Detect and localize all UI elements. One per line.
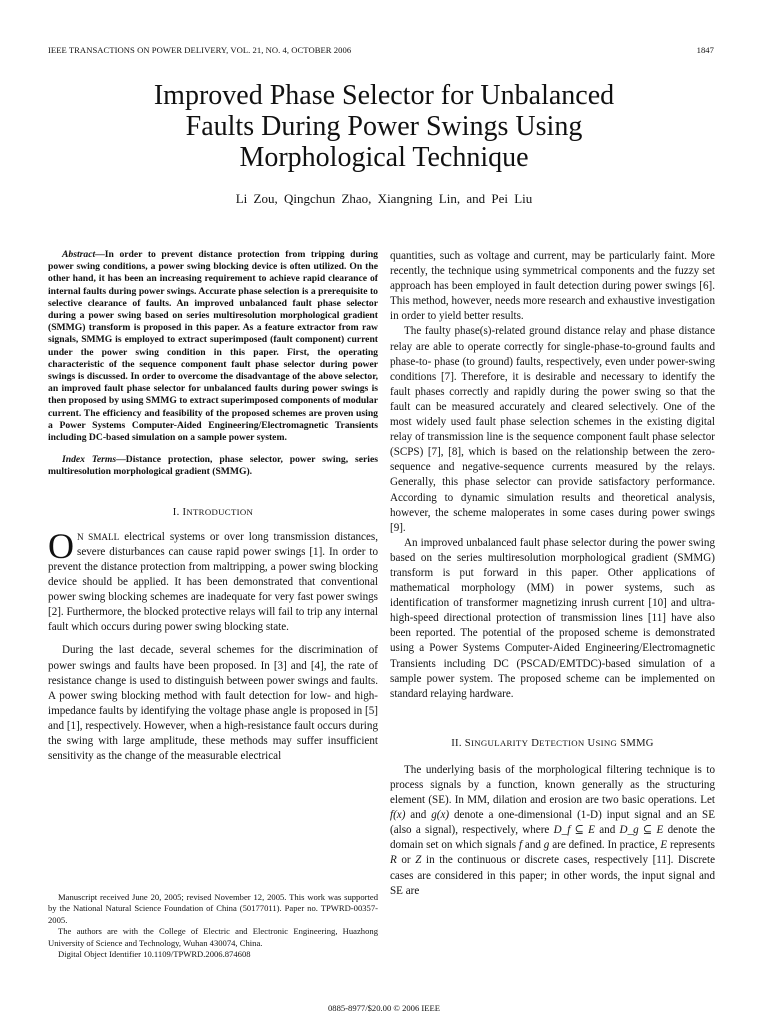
section2-paragraph-1: The underlying basis of the morphological filtering technique is to process signals by a function, known generally as the structuring element (SE). In MM, dilation and erosion are two basic operations. Let f(x) and g(x) denote a one-dimensional (1-D) input signal and an SE (also a signal), respectively, where D_f ⊆ E and D_g ⊆ E denote the domain set on which signals f and g are defined. In practice, E represents R or Z in the continuous or discrete cases, respectively [11]. Discrete cases are considered in this paper; in other words, the input signal and SE are — [390, 763, 715, 897]
math-df: D_f ⊆ E — [553, 824, 595, 837]
copyright-footer: 0885-8977/$20.00 © 2006 IEEE — [327, 1003, 441, 1013]
abstract-label: Abstract — [62, 249, 96, 260]
math-gx: g(x) — [431, 809, 450, 822]
right-paragraph-1: quantities, such as voltage and current, may be particularly faint. More recently, the technique using symmetrical components and the fuzzy set approach has been employed in fault detection during power swings [6]. This method, however, needs more research and exhaustive investigation in order to yield better results. — [390, 250, 715, 323]
right-paragraph-2: The faulty phase(s)-related ground distance relay and phase distance relay are able to operate correctly for single-phase-to-ground faults and phase-to- phase (to ground) faults, respectively, even under power-swing conditions [7]. Therefore, it is desirable and necessary to identify the fault phases correctly and rapidly during the power swing so that the fault can be measured accurately and cleared selectively. One of the most widely used fault phase selection schemes in the existing digital relay of transmission line is the sequence component fault phase selector (SCPS) [7], [8], which is based on the relationship between the zero-sequence and negative-sequence currents measured by the relays. Generally, this phase selector can provide satisfactory performance. According to dynamic simulation results and theoretical analysis, however, the scheme maloperates in some cases during power swings [9]. — [390, 325, 715, 534]
drop-cap: O — [48, 525, 74, 566]
title-line-1: Improved Phase Selector for Unbalanced — [153, 80, 615, 111]
abstract-text: —In order to prevent distance protection from tripping during power swing conditions, a power swing blocking device is often utilized. On the other hand, it has been an increasing requirement to achieve rapid clearance of internal faults during power swings. Accurate phase selection is a prerequisite to selective clearance of faults. An improved unbalanced fault phase selector during a power swing based on series multiresolution morphological gradient (SMMG) transform is proposed in this paper. As a feature extractor from raw signals, SMMG is employed to extract superimposed (fault component) current under the power swing condition in this paper. First, the operating characteristic of the sequence component fault phase selector during power swings is discussed. In order to overcome the disadvantage of the above selector, an improved fault phase selector for unbalanced faults during power swings is then proposed by using SMMG to extract superimposed components of modular current. The efficiency and feasibility of the proposed schemes are proven using a Power Systems Computer-Aided Engineering/Electromagnetic Transients including DC-based simulation on a sample power system. — [48, 249, 378, 444]
math-fx: f(x) — [390, 809, 406, 822]
index-terms-text: —Distance protection, phase selector, power swing, series multiresolution morphological gradient (SMMG). — [48, 454, 378, 478]
journal-name: IEEE TRANSACTIONS ON POWER DELIVERY, VOL. 21, NO. 4, OCTOBER 2006 — [48, 45, 352, 55]
footnote-affiliation: The authors are with the College of Electric and Electronic Engineering, Huazhong University of Science and Technology, Wuhan 430074, China. — [48, 926, 378, 948]
left-column — [48, 249, 378, 764]
right-column — [390, 249, 715, 899]
abstract — [48, 249, 378, 444]
right-paragraph-3: An improved unbalanced fault phase selector during the power swing based on the series multiresolution morphological gradient (SMMG) transform is put forward in this paper. Other applications of mathematical morphology (MM) in power systems, such as identification of transformer magnetizing inrush current [10] and ultra-high-speed directional protection of transmission lines [11] have also been reported. The potential of the proposed scheme is demonstrated using a Power Systems Computer-Aided Engineering/Electromagnetic Transients including DC (PSCAD/EMTDC)-based simulation of a sample power system. The proposed scheme can be implemented on standard relaying hardware. — [390, 536, 715, 700]
footnote — [48, 892, 378, 960]
page-number: 1847 — [696, 45, 714, 55]
author-list: Li Zou, Qingchun Zhao, Xiangning Lin, and Pei Liu — [235, 191, 533, 206]
title-line-3: Morphological Technique — [239, 142, 529, 173]
intro-paragraph-2: During the last decade, several schemes for the discrimination of power swings and faults have been proposed. In [3] and [4], the rate of resistance change is used to distinguish between power swings and faults. A power swing blocking method with fault detection for low- and high-impedance faults by identifying the voltage phase angle is proposed in [5] and [1], respectively. However, when a high-resistance fault occurs during the swing with large amplitude, these methods may suffer insufficient sensitivity as the change of the measurable electrical — [48, 644, 378, 763]
math-dg: D_g ⊆ E — [619, 824, 664, 837]
intro-paragraph-1: O N SMALL electrical systems or over long transmission distances, severe disturbances can cause rapid power swings [1]. In order to prevent the distance protection from maltripping, a power swing blocking device should be applied. It has been demonstrated that conventional power swing blocking schemes are inadequate for very fast power swings [2]. Furthermore, the blocked protective relays will fail to trip any internal fault which occurs during power swing blocking state. — [48, 525, 378, 634]
section-heading-singularity: II. SINGULARITY DETECTION USING SMMG — [451, 737, 654, 749]
footnote-manuscript: Manuscript received June 20, 2005; revised November 12, 2005. This work was supported by the National Natural Science Foundation of China (50177011). Paper no. TPWRD-00357-2005. — [48, 892, 378, 925]
paper-title — [40, 80, 728, 173]
run-in-caps: N SMALL — [77, 531, 120, 542]
section-heading-introduction: I. INTRODUCTION — [172, 506, 254, 518]
footnote-doi: Digital Object Identifier 10.1109/TPWRD.2006.874608 — [58, 949, 251, 960]
running-header — [48, 45, 714, 55]
title-line-2: Faults During Power Swings Using — [185, 111, 583, 142]
index-terms — [48, 454, 378, 478]
index-terms-label: Index Terms — [62, 454, 117, 466]
